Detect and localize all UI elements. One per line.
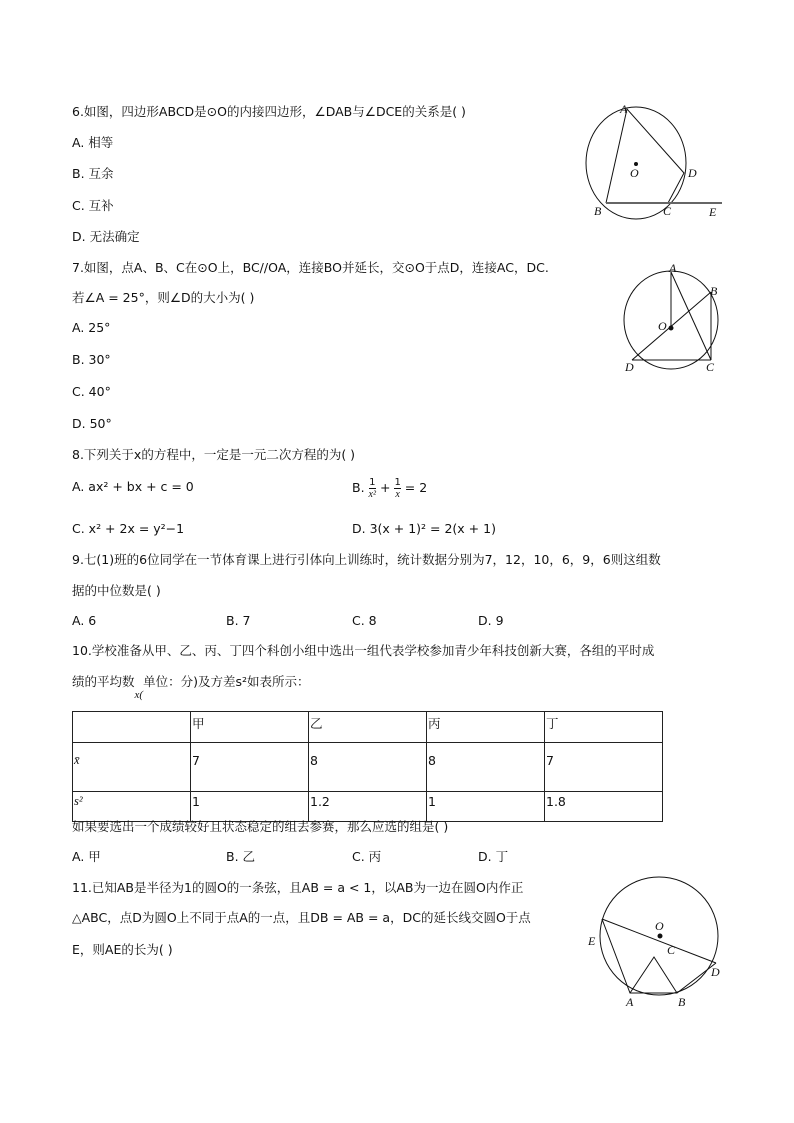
center-dot [658, 934, 662, 938]
label-o: O [655, 919, 664, 933]
q10-option-c: C. 丙 [352, 849, 382, 864]
line-ac [671, 272, 711, 360]
triangle-abc [630, 957, 677, 993]
label-o: O [630, 166, 639, 180]
q11-stem-line2: △ABC，点D为圆O上不同于点A的一点，且DB = AB = a，DC的延长线交圆O于点 [72, 910, 531, 925]
q10-question: 如果要选出一个成绩较好且状态稳定的组去参赛，那么应选的组是( ) [72, 819, 449, 834]
q9-option-d: D. 9 [478, 613, 504, 628]
denominator: x² [368, 489, 376, 500]
label-c: C [663, 204, 672, 218]
q9-stem-line2: 据的中位数是( ) [72, 583, 161, 598]
table-cell: 8 [427, 743, 545, 792]
label-d: D [688, 166, 697, 180]
quadrilateral-sides [606, 109, 684, 203]
table-cell: 1 [427, 792, 545, 822]
label-c: C [667, 943, 676, 957]
table-header-cell: 甲 [191, 712, 309, 743]
q6-option-c: C. 互补 [72, 198, 114, 213]
table-cell: s² [73, 792, 191, 822]
q11-figure [587, 877, 720, 1009]
table-cell: x̄ [73, 743, 191, 792]
q6-option-b: B. 互余 [72, 166, 114, 181]
label-a: A [626, 995, 634, 1009]
q8-option-c: C. x² + 2x = y²−1 [72, 521, 185, 536]
table-header-cell: 乙 [309, 712, 427, 743]
q7-option-a: A. 25° [72, 320, 111, 335]
q8-option-b-label: B. [352, 480, 365, 495]
denominator: x [395, 489, 400, 500]
q10-stem-rest: 单位：分)及方差s²如表所示： [143, 674, 310, 689]
q11-stem-line1: 11.已知AB是半径为1的圆O的一条弦，且AB = a < 1，以AB为一边在圆O内作正 [72, 880, 524, 895]
numerator: 1 [394, 477, 401, 488]
table-cell: 8 [309, 743, 427, 792]
q8-stem: 8.下列关于x的方程中，一定是一元二次方程的为( ) [72, 447, 356, 462]
q7-figure [624, 261, 718, 374]
label-b: B [678, 995, 686, 1009]
q7-stem-line1: 7.如图，点A、B、C在⊙O上，BC//OA，连接BO并延长，交⊙O于点D，连接AC，DC. [72, 260, 549, 275]
center-dot [669, 326, 673, 330]
label-a: A [620, 102, 628, 116]
q6-option-d: D. 无法确定 [72, 229, 140, 244]
q8-option-a: A. ax² + bx + c = 0 [72, 479, 194, 494]
label-d: D [625, 360, 634, 374]
q7-option-d: D. 50° [72, 416, 112, 431]
q9-option-a: A. 6 [72, 613, 97, 628]
q9-option-b: B. 7 [226, 613, 251, 628]
mean-symbol: x( [134, 689, 144, 701]
q10-option-b: B. 乙 [226, 849, 256, 864]
q8-option-d: D. 3(x + 1)² = 2(x + 1) [352, 521, 496, 536]
q6-stem: 6.如图，四边形ABCD是⊙O的内接四边形，∠DAB与∠DCE的关系是( ) [72, 104, 466, 119]
table-cell: 1.8 [545, 792, 663, 822]
q10-option-a: A. 甲 [72, 849, 101, 864]
q7-option-c: C. 40° [72, 384, 111, 399]
table-cell: 7 [191, 743, 309, 792]
equation-rhs: = 2 [404, 480, 428, 495]
q6-figure [586, 102, 722, 219]
q10-stem-line1: 10.学校准备从甲、乙、丙、丁四个科创小组中选出一组代表学校参加青少年科技创新大赛，各组的平时成 [72, 643, 655, 658]
label-b: B [710, 284, 718, 298]
q11-stem-line3: E，则AE的长为( ) [72, 942, 173, 957]
table-header-cell: 丙 [427, 712, 545, 743]
q9-stem-line1: 9.七(1)班的6位同学在一节体育课上进行引体向上训练时，统计数据分别为7，12，10，6，9，6则这组数 [72, 552, 661, 567]
label-a: A [669, 261, 677, 275]
table-cell: 7 [545, 743, 663, 792]
table-cell: 1.2 [309, 792, 427, 822]
table-header-cell: 丁 [545, 712, 663, 743]
q10-stem-text: 绩的平均数 [72, 674, 135, 689]
label-e: E [588, 934, 596, 948]
q9-option-c: C. 8 [352, 613, 377, 628]
table-cell: 1 [191, 792, 309, 822]
q7-stem-line2: 若∠A = 25°，则∠D的大小为( ) [72, 290, 255, 305]
plus-sign: + [379, 480, 391, 495]
q10-option-d: D. 丁 [478, 849, 509, 864]
label-e: E [709, 205, 717, 219]
label-o: O [658, 319, 667, 333]
label-d: D [711, 965, 720, 979]
label-b: B [594, 204, 602, 218]
label-c: C [706, 360, 715, 374]
q6-option-a: A. 相等 [72, 135, 114, 150]
numerator: 1 [369, 477, 376, 488]
q7-option-b: B. 30° [72, 352, 111, 367]
